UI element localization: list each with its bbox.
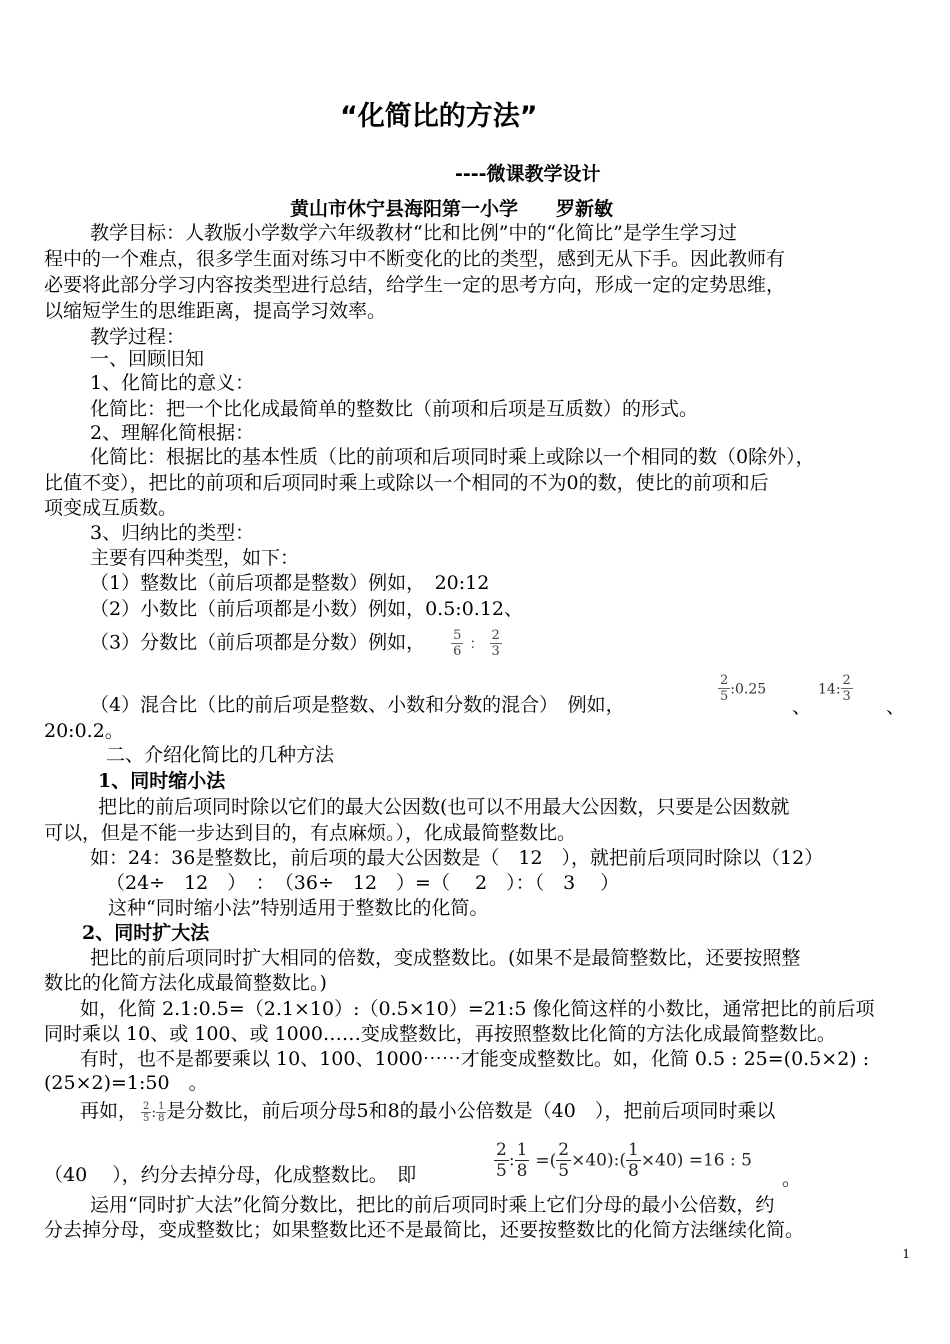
type-4-example-1: $\frac{2}{5}$ :0.25: [720, 673, 767, 704]
method-2-text: 把比的前后项同时扩大相同的倍数，变成整数比。(如果不是最简整数比，还要按照整: [90, 947, 801, 969]
method-1-text: 把比的前后项同时除以它们的最大公因数(也可以不用最大公因数，只要是公因数就: [98, 796, 790, 818]
fraction: $\frac{2}{5}$: [496, 1140, 507, 1181]
method-1-title: 1、同时缩小法: [98, 770, 226, 792]
method-2-example: 同时乘以 10、或 100、或 1000……变成整数比，再按照整数比化简的方法化成最简整数比。: [44, 1023, 836, 1045]
method-2-example: 有时，也不是都要乘以 10、100、1000⋯⋯才能变成整数比。如，化简 0.5 : 25=(0.5×2) :: [80, 1048, 870, 1070]
ratio-colon: ：: [469, 636, 484, 653]
fraction: $\frac{5}{6}$: [453, 628, 462, 659]
fraction: $\frac{2}{5}$: [558, 1140, 570, 1181]
fraction: $\frac{1}{8}$: [516, 1140, 528, 1181]
type-4: （4）混合比（比的前后项是整数、小数和分数的混合） 例如，: [90, 694, 625, 716]
item-text: 项变成互质数。: [44, 497, 178, 519]
item-title: 3、归纳比的类型：: [90, 522, 255, 544]
type-3: [90, 628, 502, 659]
method-1-calc: （24÷ 12 ） ： （36÷ 12 ）=（ 2 ）：（ 3 ）: [106, 872, 620, 894]
fraction: $\frac{2}{5}$: [143, 1100, 150, 1124]
section-heading: 二、介绍化简比的几种方法: [106, 744, 335, 766]
type-4-cont: 20:0.2。: [44, 720, 124, 742]
item-text: 化简比：把一个比化成最简单的整数比（前项和后项是互质数）的形式。: [90, 398, 699, 420]
type-2: （2）小数比（前后项都是小数）例如，0.5:0.12、: [90, 598, 524, 620]
fraction: $\frac{1}{8}$: [627, 1140, 639, 1181]
fraction: $\frac{1}{8}$: [158, 1100, 165, 1124]
item-text: 化简比：根据比的基本性质（比的前项和后项同时乘上或除以一个相同的数（0除外），: [90, 446, 815, 468]
page-title: “化简比的方法”: [340, 101, 538, 132]
page-number: 1: [902, 1247, 910, 1261]
separator: 、: [792, 696, 812, 718]
types-intro: 主要有四种类型，如下：: [90, 547, 300, 569]
type-3-text: （3）分数比（前后项都是分数）例如，: [90, 631, 426, 654]
method-1-example: 如：24：36是整数比，前后项的最大公因数是（ 12 ），就把前后项同时除以（12）: [90, 847, 824, 869]
objective-line: 程中的一个难点，很多学生面对练习中不断变化的比的类型，感到无从下手。因此教师有: [44, 248, 786, 270]
method-2-equation: $\frac{2}{5}$ : $\frac{1}{8}$ =( $\frac{2}{5}$ ×40):( $\frac{1}{8}$ ×40) =16 : 5: [496, 1140, 752, 1181]
objective-line: 必要将此部分学习内容按类型进行总结，给学生一定的思考方向，形成一定的定势思维，: [44, 274, 786, 296]
author-line: 黄山市休宁县海阳第一小学 罗新敏: [290, 198, 614, 220]
method-2-summary: 运用“同时扩大法”化简分数比，把比的前后项同时乘上它们分母的最小公倍数，约: [90, 1194, 775, 1216]
item-title: 1、化简比的意义：: [90, 372, 255, 394]
objective-line: 以缩短学生的思维距离，提高学习效率。: [44, 300, 387, 322]
type-4-example-2: 14: $\frac{2}{3}$: [818, 673, 851, 704]
method-1-text: 可以，但是不能一步达到目的，有点麻烦。），化成最简整数比。: [44, 822, 577, 844]
type-1: （1）整数比（前后项都是整数）例如， 20:12: [90, 572, 490, 594]
fraction: $\frac{2}{5}$: [720, 673, 729, 704]
method-2-title: 2、同时扩大法: [82, 922, 210, 944]
method-2-example-3-line2: （40 ），约分去掉分母，化成整数比。 即: [44, 1164, 417, 1186]
method-2-summary: 分去掉分母，变成整数比；如果整数比还不是最简比，还要按整数比的化简方法继续化简。: [44, 1219, 805, 1241]
subtitle: ----微课教学设计: [455, 163, 601, 185]
objective-line: 教学目标：人教版小学数学六年级教材“比和比例”中的“化简比”是学生学习过: [90, 222, 737, 244]
item-title: 2、理解化简根据：: [90, 422, 255, 444]
process-label: 教学过程：: [90, 326, 186, 348]
equation-end: 。: [782, 1168, 802, 1190]
separator: 、: [886, 696, 906, 718]
fraction: $\frac{2}{3}$: [842, 673, 851, 704]
method-2-example: 如，化简 2.1:0.5=（2.1×10）:（0.5×10）=21:5 像化简这样的小数比，通常把比的前后项: [80, 998, 875, 1020]
method-2-example-3: 再如， $\frac{2}{5}$ : $\frac{1}{8}$ 是分数比，前后项分母5和8的最小公倍数是（40 ），把前后项同时乘以: [80, 1100, 776, 1124]
method-1-note: 这种“同时缩小法”特别适用于整数比的化简。: [108, 897, 489, 919]
section-heading: 一、回顾旧知: [90, 348, 205, 370]
fraction: $\frac{2}{3}$: [491, 628, 500, 659]
method-2-text: 数比的化简方法化成最简整数比。): [44, 972, 327, 994]
method-2-example: (25×2)=1:50 。: [44, 1072, 208, 1094]
item-text: 比值不变），把比的前项和后项同时乘上或除以一个相同的不为0的数，使比的前项和后: [44, 472, 769, 494]
